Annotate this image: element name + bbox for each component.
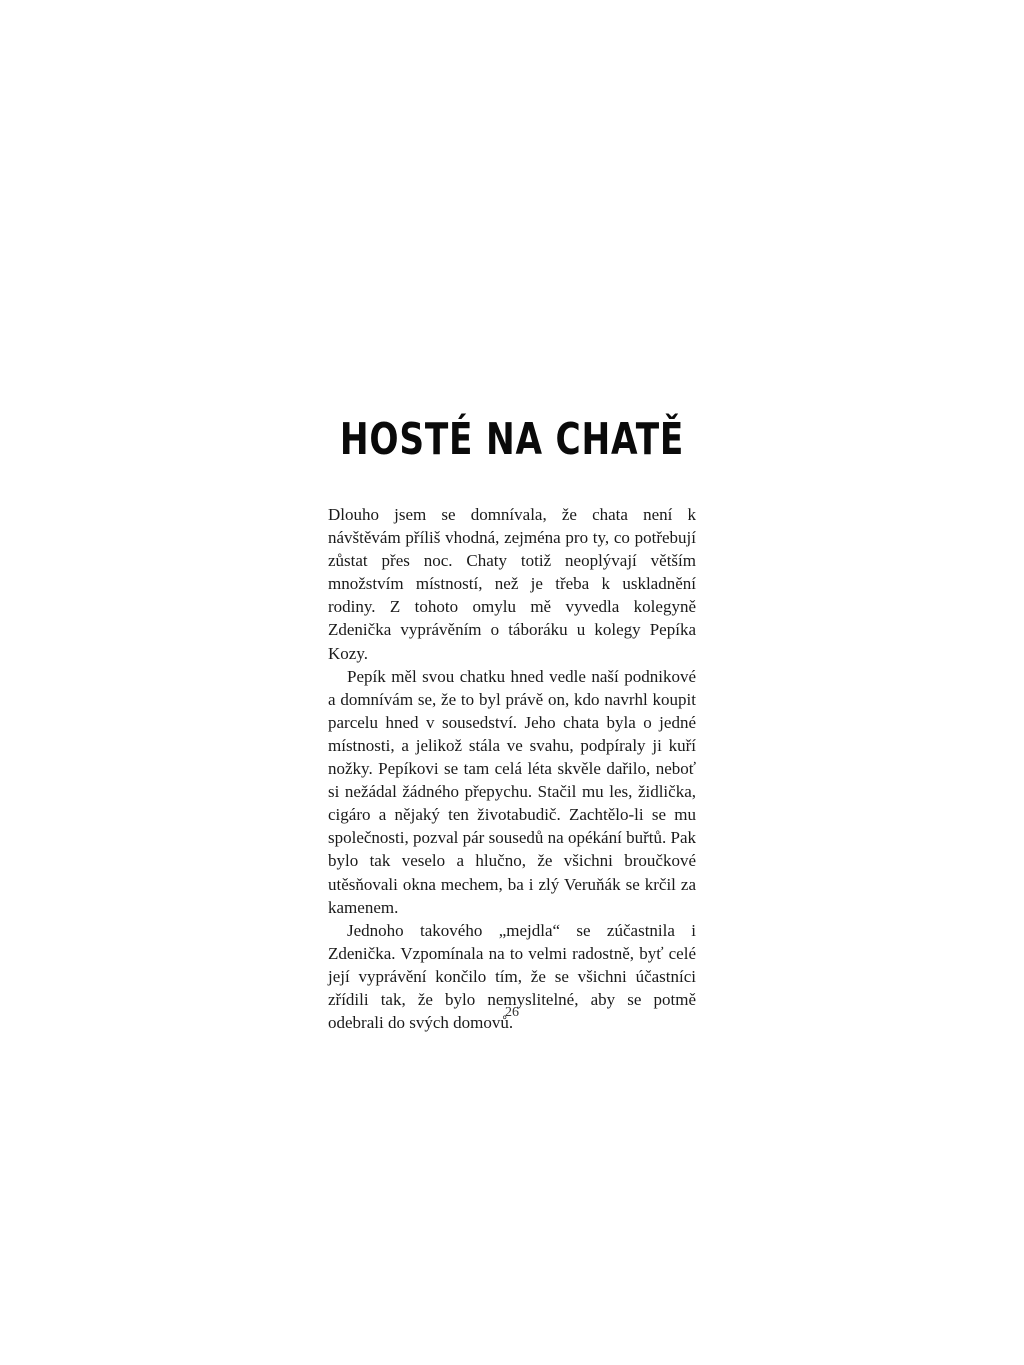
chapter-body xyxy=(328,503,696,1034)
paragraph-1: Dlouho jsem se domnívala, že chata není k návštěvám příliš vhodná, zejména pro ty, co potřebují zůstat přes noc. Chaty totiž neoplývají větším množstvím místností, než je třeba k uskladnění rodiny. Z tohoto omylu mě vyvedla kolegyně Zdenička vyprávěním o táboráku u kolegy Pepíka Kozy. xyxy=(328,505,696,663)
chapter-title: HOSTÉ NA CHATĚ xyxy=(339,414,685,465)
paragraph-2: Pepík měl svou chatku hned vedle naší podnikové a domnívám se, že to byl právě on, kdo navrhl koupit parcelu hned v sousedství. Jeho chata byla o jedné místnosti, a jelikož stála ve svahu, podpíraly ji kuří nožky. Pepíkovi se tam celá léta skvěle dařilo, neboť si nežádal žádného přepychu. Stačil mu les, židlička, cigáro a nějaký ten životabudič. Zachtělo-li se mu společnosti, pozval pár sousedů na opékání buřtů. Pak bylo tak veselo a hlučno, že všichni broučkové utěsňovali okna mechem, ba i zlý Veruňák se krčil za kamenem. xyxy=(328,666,696,917)
paragraph-3: Jednoho takového „mejdla“ se zúčastnila i Zdenička. Vzpomínala na to velmi radostně, byť celé její vyprávění končilo tím, že se všichni účastníci zřídili tak, že bylo nemyslitelné, aby se potmě odebrali do svých domovů. xyxy=(328,920,696,1033)
page-number: 26 xyxy=(505,1005,519,1020)
